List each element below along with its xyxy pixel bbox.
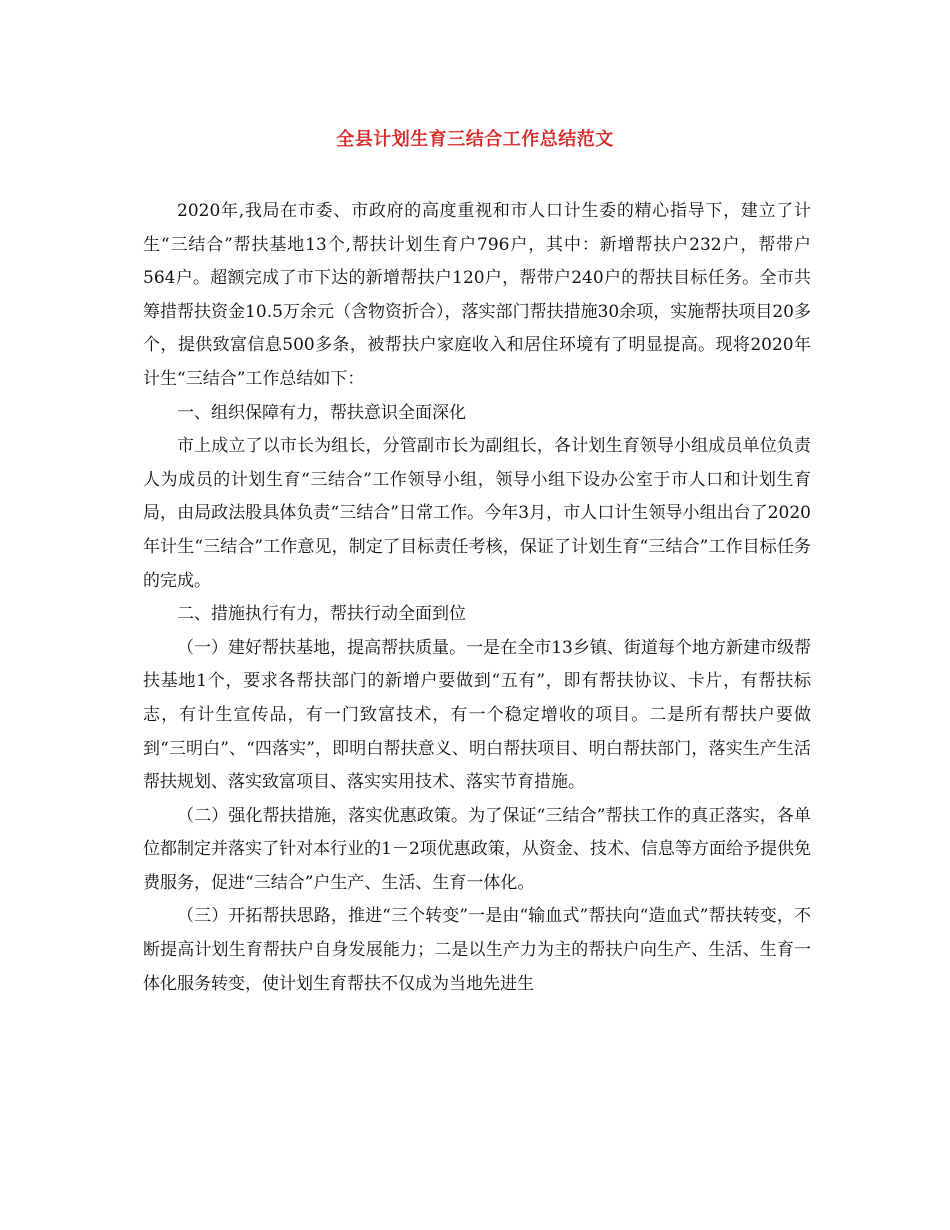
paragraph-leadership: 市上成立了以市长为组长，分管副市长为副组长，各计划生育领导小组成员单位负责人为成员的计划生育“三结合”工作领导小组，领导小组下设办公室于市人口和计划生育局，由局政法股具体负责“三结合”日常工作。今年3月，市人口计生领导小组出台了2020年计生“三结合”工作意见，制定了目标责任考核，保证了计划生育“三结合”工作目标任务的完成。 [143, 436, 811, 591]
document-title: 全县计划生育三结合工作总结范文 [336, 129, 614, 150]
paragraph-intro: 2020年,我局在市委、市政府的高度重视和市人口计生委的精心指导下，建立了计生“三结合”帮扶基地13个,帮扶计划生育户796户，其中：新增帮扶户232户，帮带户564户。超额完成了市下达的新增帮扶户120户，帮带户240户的帮扶目标任务。全市共筹措帮扶资金10.5万余元（含物资折合），落实部门帮扶措施30余项，实施帮扶项目20多个，提供致富信息500多条，被帮扶户家庭收入和居住环境有了明显提高。现将2020年计生“三结合”工作总结如下： [143, 201, 811, 389]
paragraph-measure-1: （一）建好帮扶基地，提高帮扶质量。一是在全市13乡镇、街道每个地方新建市级帮扶基地1个，要求各帮扶部门的新增户要做到“五有”，即有帮扶协议、卡片，有帮扶标志，有计生宣传品，有一门致富技术，有一个稳定增收的项目。二是所有帮扶户要做到“三明白”、“四落实”，即明白帮扶意义、明白帮扶项目、明白帮扶部门，落实生产生活帮扶规划、落实致富项目、落实实用技术、落实节育措施。 [143, 637, 811, 793]
section-heading-1: 一、组织保障有力，帮扶意识全面深化 [177, 402, 466, 423]
document-body [143, 195, 811, 1001]
section-heading-2: 二、措施执行有力，帮扶行动全面到位 [177, 604, 466, 625]
paragraph-measure-3: （三）开拓帮扶思路，推进“三个转变”一是由“输血式”帮扶向“造血式”帮扶转变，不断提高计划生育帮扶户自身发展能力；二是以生产力为主的帮扶户向生产、生活、生育一体化服务转变，使计划生育帮扶不仅成为当地先进生 [143, 906, 811, 994]
paragraph-measure-2: （二）强化帮扶措施，落实优惠政策。为了保证“三结合”帮扶工作的真正落实，各单位都制定并落实了针对本行业的1－2项优惠政策，从资金、技术、信息等方面给予提供免费服务，促进“三结合”户生产、生活、生育一体化。 [143, 805, 811, 893]
